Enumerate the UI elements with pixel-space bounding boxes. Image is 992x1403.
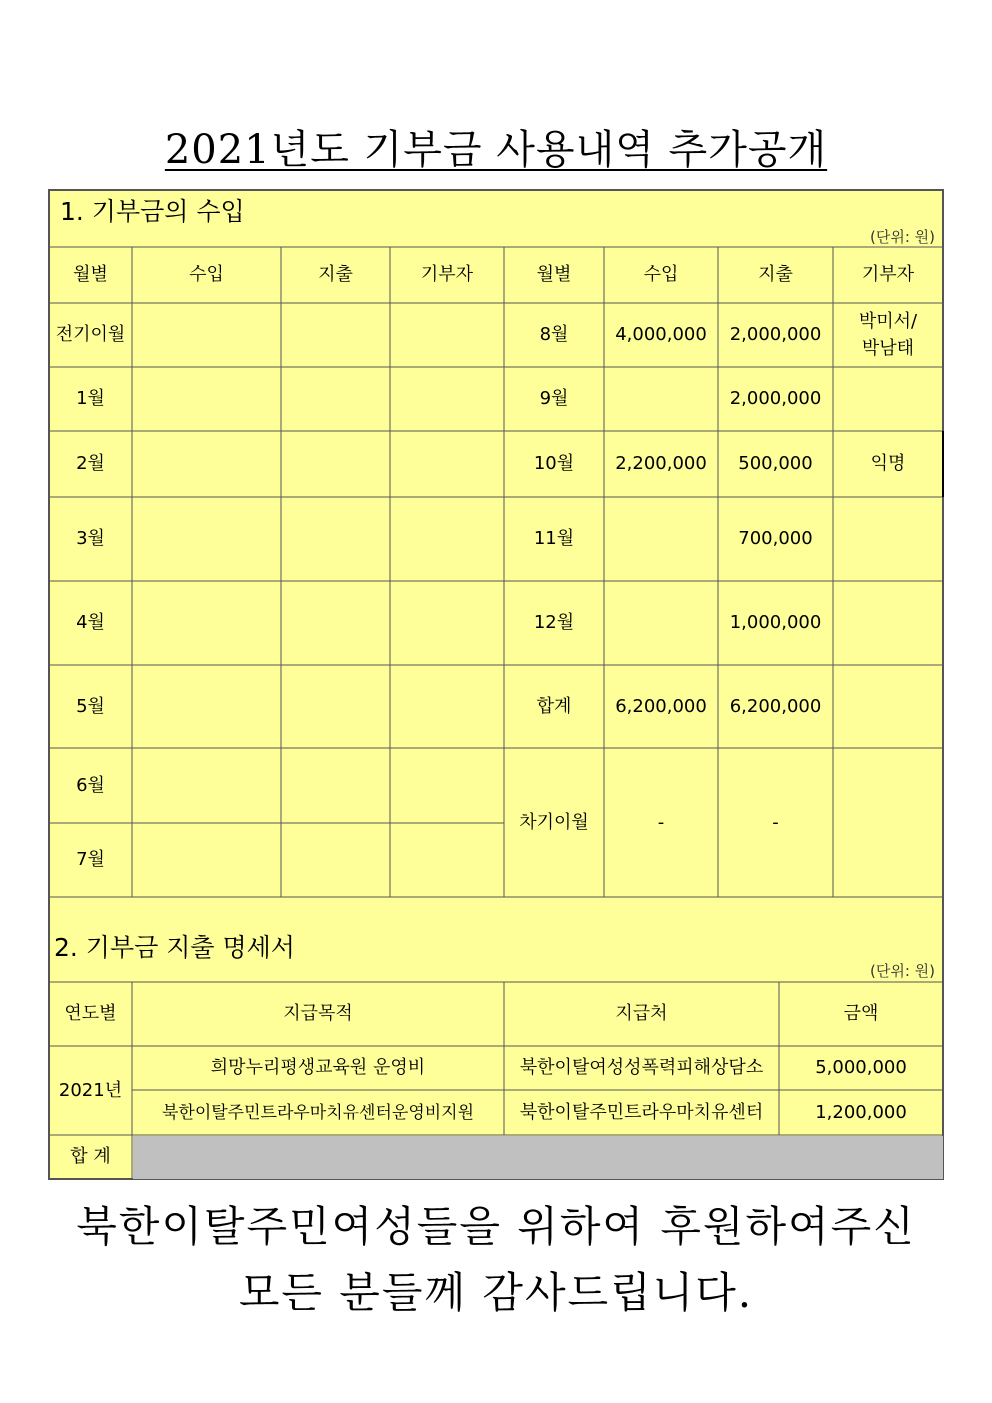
left-month-cell: 2월 bbox=[76, 453, 105, 474]
thanks-line-2: 모든 분들께 감사드립니다. bbox=[238, 1268, 754, 1317]
header-month-right: 월별 bbox=[536, 264, 572, 285]
right-donor-cell: 익명 bbox=[870, 453, 906, 474]
right-income-cell bbox=[604, 497, 718, 581]
right-month-cell: 11월 bbox=[533, 528, 575, 549]
year-cell: 2021년 bbox=[58, 1079, 123, 1101]
right-expense-cell: 700,000 bbox=[738, 528, 813, 549]
header-income-left: 수입 bbox=[189, 264, 224, 285]
right-income-cell: 2,200,000 bbox=[615, 453, 707, 474]
right-expense-cell: 500,000 bbox=[738, 453, 813, 474]
right-income-cell bbox=[604, 581, 718, 665]
right-expense-cell: 2,000,000 bbox=[729, 324, 822, 345]
total-label: 합 계 bbox=[70, 1146, 111, 1167]
header-donor-left: 기부자 bbox=[420, 264, 474, 285]
total-amount-blank bbox=[133, 1136, 943, 1179]
section2-heading: 2. 기부금 지출 명세서 bbox=[54, 933, 295, 962]
right-month-cell: 12월 bbox=[533, 612, 575, 633]
right-income-cell: 6,200,000 bbox=[615, 695, 707, 717]
left-month-cell: 5월 bbox=[76, 695, 105, 717]
section1-unit: (단위: 원) bbox=[870, 228, 935, 246]
header-donor-right: 기부자 bbox=[861, 264, 915, 285]
purpose-cell: 북한이탈주민트라우마치유센터운영비지원 bbox=[161, 1102, 475, 1123]
header-month-left: 월별 bbox=[73, 264, 108, 285]
header-year: 연도별 bbox=[64, 1003, 117, 1024]
left-month-cell: 1월 bbox=[76, 388, 105, 409]
amount-cell: 5,000,000 bbox=[815, 1057, 907, 1078]
left-month-cell: 6월 bbox=[76, 774, 105, 796]
right-donor-cell: 박미서/ 박남태 bbox=[858, 311, 918, 359]
section2-unit: (단위: 원) bbox=[870, 962, 935, 980]
right-expense-cell: 6,200,000 bbox=[729, 695, 822, 717]
header-expense-right: 지출 bbox=[758, 264, 793, 285]
left-month-cell: 7월 bbox=[76, 849, 105, 870]
right-month-cell: 차기이월 bbox=[519, 811, 589, 833]
purpose-cell: 희망누리평생교육원 운영비 bbox=[210, 1057, 426, 1078]
payee-cell: 북한이탈여성성폭력피해상담소 bbox=[519, 1057, 764, 1078]
right-expense-cell: 1,000,000 bbox=[729, 612, 822, 633]
page-title: 2021년도 기부금 사용내역 추가공개 bbox=[164, 127, 828, 173]
right-month-cell: 10월 bbox=[533, 453, 575, 474]
right-income-cell: 4,000,000 bbox=[615, 324, 707, 345]
left-month-cell: 3월 bbox=[76, 528, 105, 549]
right-expense-cell: - bbox=[772, 811, 779, 833]
right-month-cell: 8월 bbox=[539, 324, 569, 345]
header-amount: 금액 bbox=[843, 1003, 879, 1024]
header-expense-left: 지출 bbox=[318, 264, 353, 285]
right-expense-cell: 2,000,000 bbox=[729, 388, 822, 409]
header-payee: 지급처 bbox=[615, 1003, 668, 1024]
left-month-cell: 4월 bbox=[76, 612, 105, 633]
amount-cell: 1,200,000 bbox=[815, 1101, 907, 1123]
thanks-line-1: 북한이탈주민여성들을 위하여 후원하여주신 bbox=[76, 1202, 916, 1251]
header-income-right: 수입 bbox=[643, 264, 679, 285]
header-purpose: 지급목적 bbox=[283, 1003, 353, 1024]
payee-cell: 북한이탈주민트라우마치유센터 bbox=[519, 1101, 764, 1123]
left-month-cell: 전기이월 bbox=[55, 324, 126, 345]
right-income-cell bbox=[604, 367, 718, 431]
right-income-cell: - bbox=[657, 811, 665, 833]
right-month-cell: 9월 bbox=[539, 388, 569, 409]
right-month-cell: 합계 bbox=[536, 695, 572, 717]
section1-heading: 1. 기부금의 수입 bbox=[60, 197, 245, 226]
